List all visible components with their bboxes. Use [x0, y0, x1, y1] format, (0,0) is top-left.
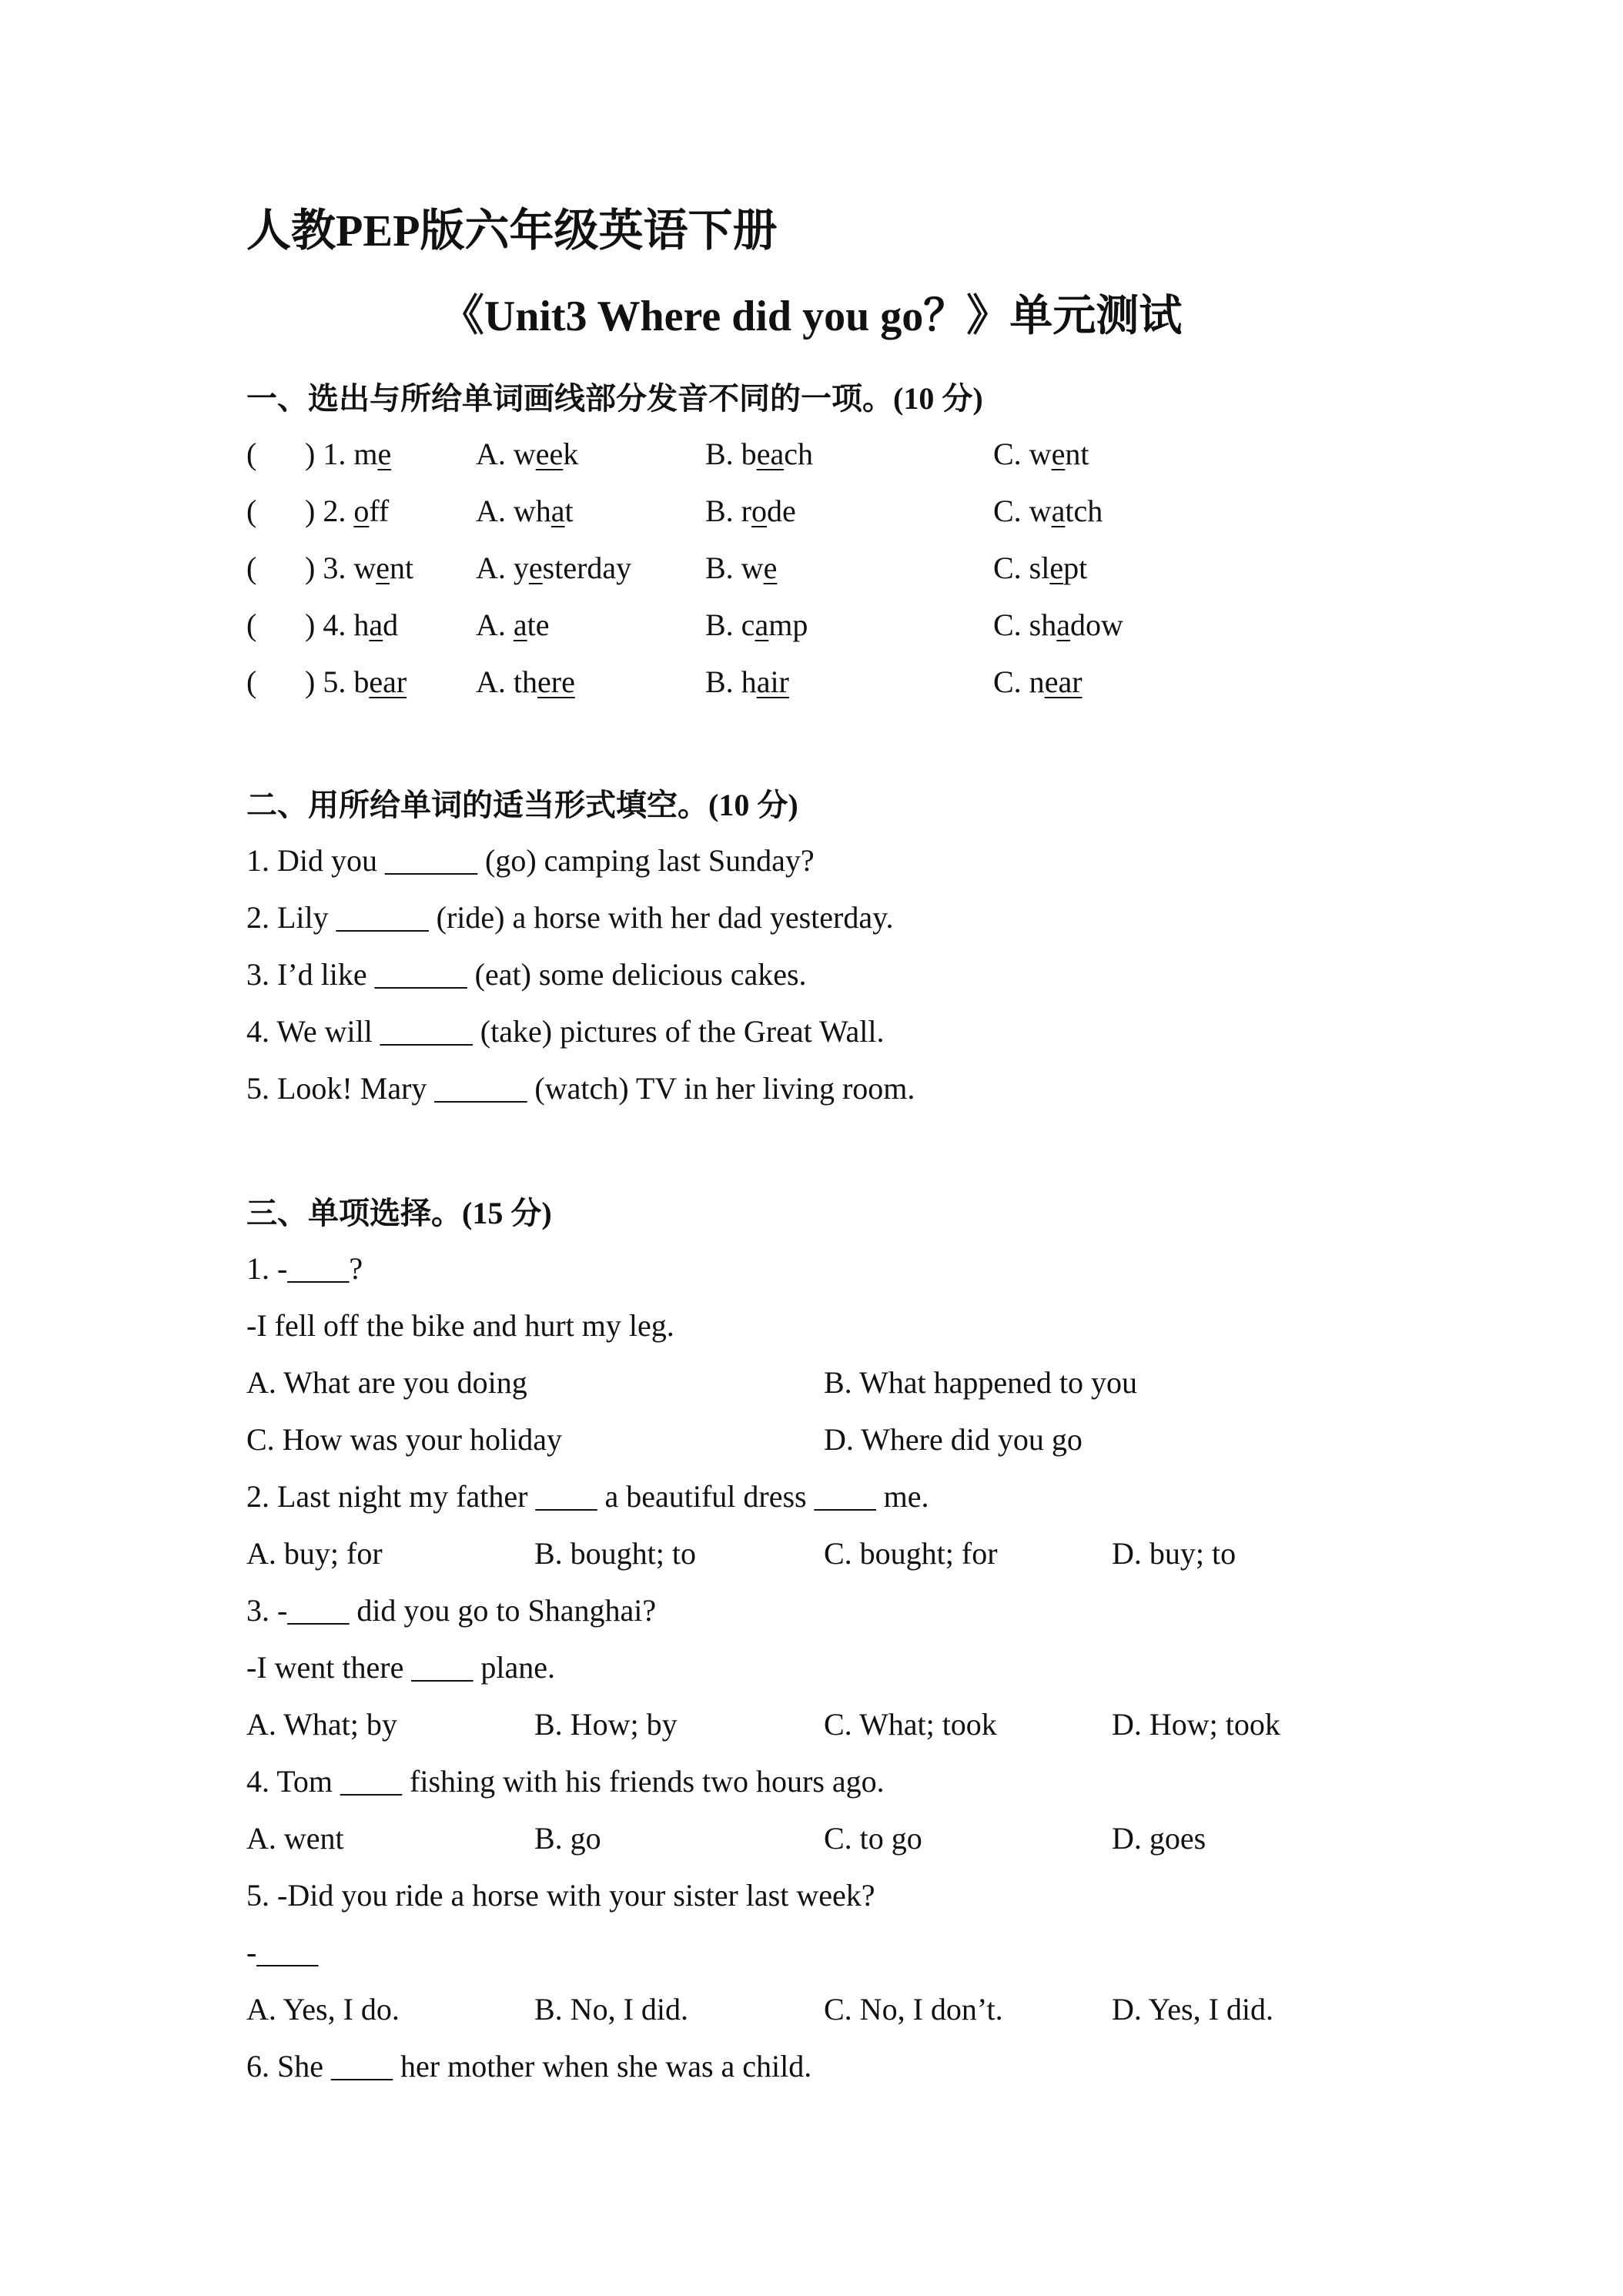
- option-c: C. How was your holiday: [246, 1422, 562, 1457]
- question-reply: -I fell off the bike and hurt my leg.: [246, 1308, 674, 1343]
- option-c: C. to go: [824, 1821, 922, 1856]
- fill-blank-item: 4. We will ______ (take) pictures of the Great Wall.: [246, 1014, 885, 1049]
- option-a: A. What; by: [246, 1707, 397, 1742]
- option-c: C. near: [993, 664, 1083, 699]
- fill-blank-item: 3. I’d like ______ (eat) some delicious cakes.: [246, 957, 807, 992]
- answer-paren: (: [246, 607, 257, 642]
- question-stem: 2. Last night my father ____ a beautiful dress ____ me.: [246, 1479, 929, 1514]
- question-stem: 6. She ____ her mother when she was a child.: [246, 2049, 812, 2083]
- option-b: B. What happened to you: [824, 1365, 1137, 1400]
- question-word: ) 1. me: [305, 437, 392, 471]
- option-b: B. hair: [705, 664, 789, 699]
- option-c: C. went: [993, 437, 1089, 471]
- option-a: A. yesterday: [476, 551, 632, 585]
- option-a: A. there: [476, 664, 575, 699]
- question-stem: 5. -Did you ride a horse with your sister last week?: [246, 1878, 875, 1913]
- section2-heading: 二、用所给单词的适当形式填空。(10 分): [246, 788, 798, 822]
- option-d: D. goes: [1112, 1821, 1206, 1856]
- option-b: B. go: [534, 1821, 601, 1856]
- option-b: B. rode: [705, 494, 796, 528]
- question-reply: -I went there ____ plane.: [246, 1650, 555, 1685]
- fill-blank-item: 1. Did you ______ (go) camping last Sunday?: [246, 843, 815, 878]
- option-d: D. Where did you go: [824, 1422, 1083, 1457]
- option-c: C. bought; for: [824, 1536, 998, 1571]
- option-c: C. What; took: [824, 1707, 997, 1742]
- option-d: D. Yes, I did.: [1112, 1992, 1274, 2027]
- document-subtitle: 《Unit3 Where did you go？》单元测试: [440, 293, 1183, 340]
- option-c: C. slept: [993, 551, 1088, 585]
- option-a: A. ate: [476, 607, 550, 642]
- document-title: 人教PEP版六年级英语下册: [246, 206, 778, 256]
- option-b: B. camp: [705, 607, 808, 642]
- section3-heading: 三、单项选择。(15 分): [246, 1196, 552, 1230]
- option-a: A. What are you doing: [246, 1365, 527, 1400]
- option-b: B. we: [705, 551, 778, 585]
- option-d: D. buy; to: [1112, 1536, 1236, 1571]
- question-word: ) 3. went: [305, 551, 414, 585]
- option-b: B. How; by: [534, 1707, 678, 1742]
- question-stem: 1. -____?: [246, 1251, 363, 1286]
- option-c: C. shadow: [993, 607, 1123, 642]
- answer-paren: (: [246, 664, 257, 699]
- option-a: A. week: [476, 437, 579, 471]
- option-c: C. No, I don’t.: [824, 1992, 1003, 2027]
- question-stem: 4. Tom ____ fishing with his friends two hours ago.: [246, 1764, 885, 1799]
- fill-blank-item: 5. Look! Mary ______ (watch) TV in her living room.: [246, 1071, 915, 1106]
- option-a: A. went: [246, 1821, 344, 1856]
- question-word: ) 4. had: [305, 607, 399, 642]
- question-word: ) 5. bear: [305, 664, 407, 699]
- section1-heading: 一、选出与所给单词画线部分发音不同的一项。(10 分): [246, 381, 983, 416]
- question-stem: 3. -____ did you go to Shanghai?: [246, 1593, 657, 1628]
- answer-paren: (: [246, 437, 257, 471]
- question-reply: -____: [246, 1935, 319, 1970]
- option-d: D. How; took: [1112, 1707, 1280, 1742]
- option-a: A. what: [476, 494, 574, 528]
- option-b: B. No, I did.: [534, 1992, 688, 2027]
- question-word: ) 2. off: [305, 494, 390, 528]
- fill-blank-item: 2. Lily ______ (ride) a horse with her dad yesterday.: [246, 900, 894, 935]
- answer-paren: (: [246, 551, 257, 585]
- option-a: A. Yes, I do.: [246, 1992, 400, 2027]
- option-b: B. beach: [705, 437, 813, 471]
- option-b: B. bought; to: [534, 1536, 697, 1571]
- answer-paren: (: [246, 494, 257, 528]
- option-a: A. buy; for: [246, 1536, 383, 1571]
- option-c: C. watch: [993, 494, 1103, 528]
